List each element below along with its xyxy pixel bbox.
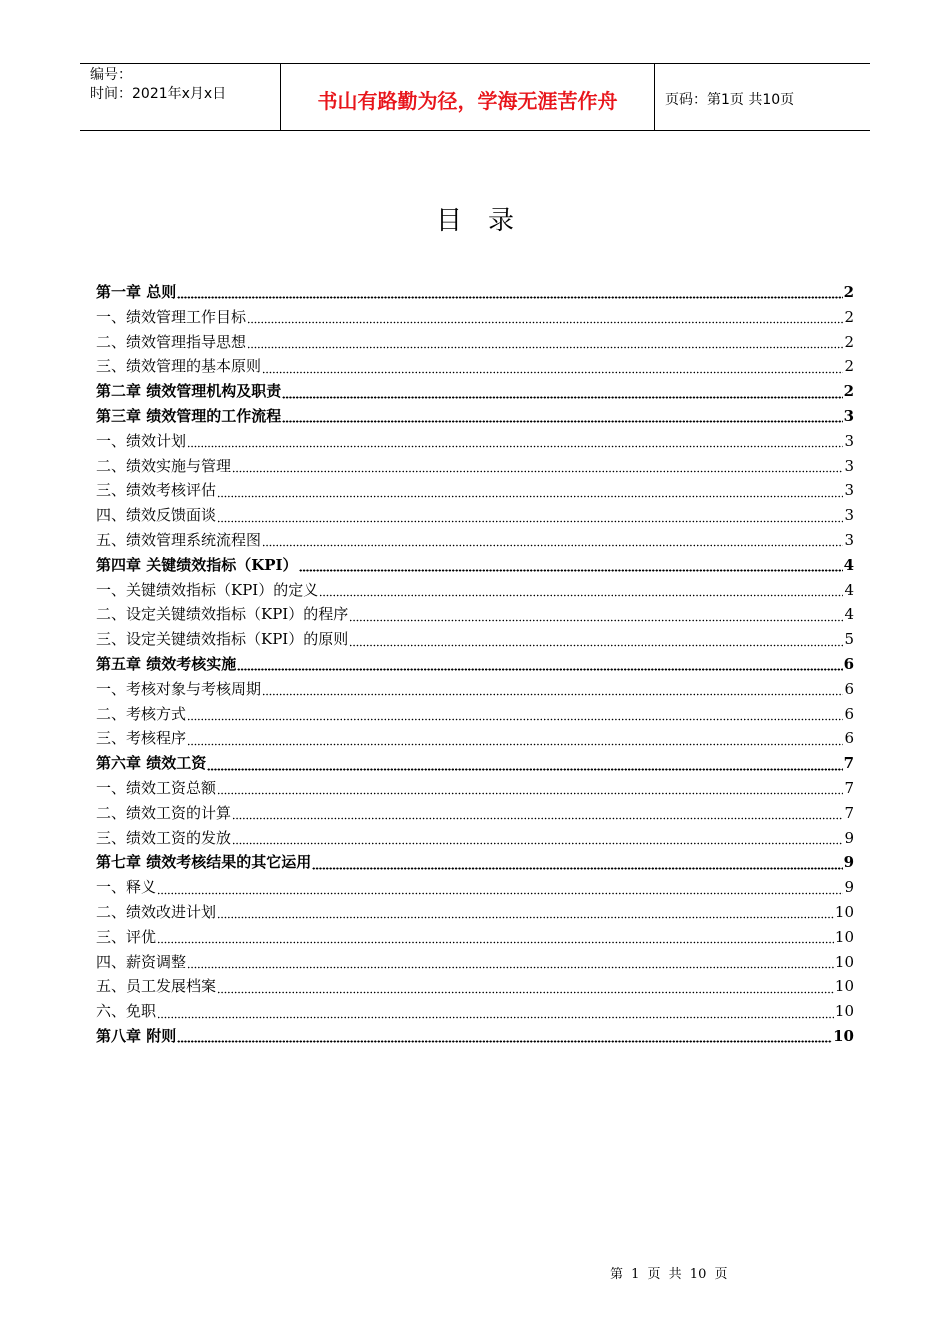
toc-entry-page-number: 9 [844,878,854,897]
toc-entry-page-number: 7 [844,803,854,822]
toc-section-entry[interactable] [96,429,854,454]
toc-entry-page-number: 3 [844,530,854,549]
toc-entry-page-number: 7 [843,754,854,773]
toc-entry-label: 二、绩效实施与管理 [96,456,232,475]
toc-entry-label: 三、评优 [96,927,157,946]
toc-dot-leader [232,458,843,474]
toc-entry-page-number: 10 [834,902,854,921]
toc-section-entry[interactable] [96,354,854,379]
toc-entry-page-number: 2 [844,332,854,351]
toc-entry-label: 二、考核方式 [96,704,187,723]
toc-dot-leader [262,681,843,697]
toc-entry-label: 第八章 附则 [96,1026,177,1045]
toc-section-entry[interactable] [96,602,854,627]
toc-dot-leader [187,731,843,747]
toc-chapter-entry[interactable] [96,1024,854,1049]
toc-section-entry[interactable] [96,677,854,702]
toc-dot-leader [157,1004,834,1020]
toc-entry-label: 一、绩效管理工作目标 [96,307,247,326]
toc-chapter-entry[interactable] [96,280,854,305]
toc-dot-leader [207,756,842,772]
toc-dot-leader [262,532,843,548]
toc-dot-leader [299,557,843,573]
toc-entry-label: 一、释义 [96,878,157,897]
toc-entry-page-number: 5 [844,630,854,649]
toc-section-entry[interactable] [96,578,854,603]
toc-entry-page-number: 2 [843,382,854,401]
toc-chapter-entry[interactable] [96,850,854,875]
toc-entry-page-number: 9 [843,853,854,872]
toc-entry-page-number: 6 [844,729,854,748]
toc-section-entry[interactable] [96,950,854,975]
toc-dot-leader [282,384,842,400]
toc-entry-label: 第四章 关键绩效指标（KPI） [96,555,298,574]
toc-entry-label: 第五章 绩效考核实施 [96,654,237,673]
toc-chapter-entry[interactable] [96,652,854,677]
toc-dot-leader [237,656,842,672]
toc-section-entry[interactable] [96,305,854,330]
toc-entry-label: 二、绩效改进计划 [96,902,217,921]
toc-entry-page-number: 6 [844,704,854,723]
toc-dot-leader [319,582,843,598]
toc-entry-page-number: 2 [843,283,854,301]
toc-section-entry[interactable] [96,875,854,900]
toc-dot-leader [349,632,843,648]
page-header [80,63,870,131]
toc-chapter-entry[interactable] [96,553,854,578]
toc-entry-page-number: 10 [834,1002,854,1021]
toc-section-entry[interactable] [96,999,854,1024]
toc-entry-label: 第二章 绩效管理机构及职责 [96,382,282,401]
toc-entry-page-number: 4 [844,580,854,599]
toc-entry-page-number: 3 [844,456,854,475]
toc-dot-leader [232,830,843,846]
toc-dot-leader [217,979,834,995]
toc-entry-label: 三、考核程序 [96,729,187,748]
document-time-label: 时间：2021年x月x日 [90,86,227,102]
toc-dot-leader [349,607,843,623]
page-footer: 第 1 页 共 10 页 [610,1267,728,1282]
toc-entry-label: 二、绩效管理指导思想 [96,332,247,351]
toc-entry-label: 一、绩效工资总额 [96,778,217,797]
toc-entry-label: 第一章 总则 [96,283,177,301]
toc-entry-page-number: 3 [844,481,854,500]
toc-entry-page-number: 10 [834,952,854,971]
toc-entry-page-number: 10 [834,927,854,946]
toc-entry-page-number: 2 [844,307,854,326]
toc-entry-label: 四、薪资调整 [96,952,187,971]
toc-dot-leader [177,284,842,300]
toc-section-entry[interactable] [96,925,854,950]
toc-entry-label: 第七章 绩效考核结果的其它运用 [96,853,312,872]
toc-dot-leader [157,880,843,896]
toc-entry-page-number: 4 [844,605,854,624]
toc-entry-page-number: 7 [844,778,854,797]
toc-dot-leader [187,954,834,970]
header-motto: 书山有路勤为径，学海无涯苦作舟 [281,64,655,130]
toc-entry-page-number: 2 [844,357,854,376]
toc-chapter-entry[interactable] [96,751,854,776]
toc-dot-leader [217,780,843,796]
document-number-label: 编号： [90,67,132,83]
toc-dot-leader [217,508,843,524]
toc-entry-label: 五、绩效管理系统流程图 [96,530,262,549]
toc-dot-leader [247,309,843,325]
toc-entry-page-number: 3 [844,506,854,525]
toc-entry-label: 三、绩效管理的基本原则 [96,357,262,376]
toc-section-entry[interactable] [96,826,854,851]
toc-dot-leader [262,359,843,375]
toc-entry-label: 一、关键绩效指标（KPI）的定义 [96,580,319,599]
toc-entry-label: 三、设定关键绩效指标（KPI）的原则 [96,630,349,649]
toc-section-entry[interactable] [96,330,854,355]
toc-section-entry[interactable] [96,776,854,801]
toc-entry-label: 二、绩效工资的计算 [96,803,232,822]
toc-entry-page-number: 10 [834,977,854,996]
toc-dot-leader [177,1028,832,1044]
toc-entry-label: 第三章 绩效管理的工作流程 [96,406,282,425]
toc-entry-label: 二、设定关键绩效指标（KPI）的程序 [96,605,349,624]
table-of-contents [96,280,854,1049]
toc-entry-page-number: 10 [833,1026,854,1045]
toc-section-entry[interactable] [96,702,854,727]
toc-dot-leader [187,433,843,449]
toc-entry-page-number: 3 [843,406,854,425]
toc-section-entry[interactable] [96,726,854,751]
toc-entry-label: 第六章 绩效工资 [96,754,207,773]
toc-entry-page-number: 6 [843,654,854,673]
toc-dot-leader [282,408,842,424]
toc-entry-page-number: 4 [843,555,854,574]
toc-section-entry[interactable] [96,627,854,652]
toc-section-entry[interactable] [96,974,854,999]
toc-section-entry[interactable] [96,503,854,528]
toc-entry-page-number: 6 [844,679,854,698]
toc-entry-page-number: 9 [844,828,854,847]
header-meta [80,64,281,130]
toc-entry-label: 一、绩效计划 [96,431,187,450]
toc-dot-leader [232,805,843,821]
toc-section-entry[interactable] [96,801,854,826]
toc-entry-label: 四、绩效反馈面谈 [96,506,217,525]
toc-entry-label: 一、考核对象与考核周期 [96,679,262,698]
toc-title: 目录 [435,206,540,236]
toc-chapter-entry[interactable] [96,379,854,404]
toc-dot-leader [157,929,834,945]
toc-chapter-entry[interactable] [96,404,854,429]
toc-section-entry[interactable] [96,528,854,553]
header-page-info: 页码：第1页 共10页 [665,92,795,108]
toc-entry-label: 五、员工发展档案 [96,977,217,996]
toc-section-entry[interactable] [96,454,854,479]
toc-dot-leader [187,706,843,722]
toc-dot-leader [217,904,834,920]
toc-entry-label: 三、绩效考核评估 [96,481,217,500]
toc-entry-label: 三、绩效工资的发放 [96,828,232,847]
toc-section-entry[interactable] [96,900,854,925]
toc-entry-page-number: 3 [844,431,854,450]
toc-dot-leader [217,483,843,499]
toc-section-entry[interactable] [96,478,854,503]
toc-dot-leader [247,334,843,350]
toc-entry-label: 六、免职 [96,1002,157,1021]
toc-dot-leader [312,855,842,871]
